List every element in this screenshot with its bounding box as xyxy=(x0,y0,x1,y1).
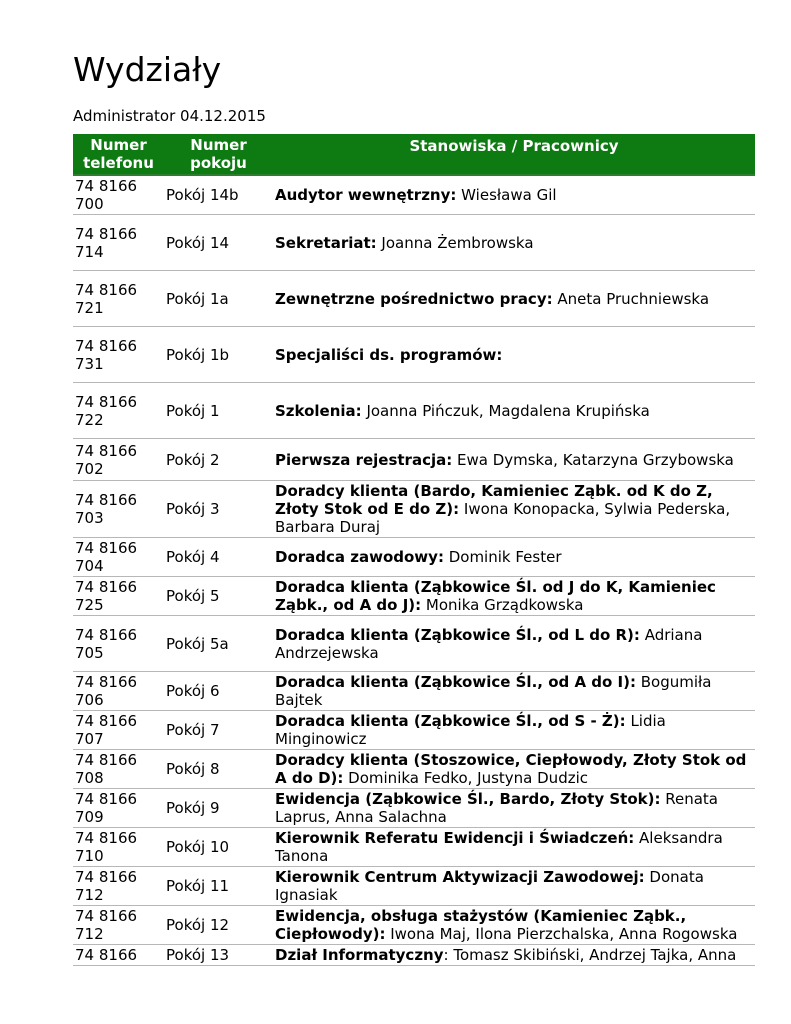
employee-names: Adriana Andrzejewska xyxy=(275,625,703,662)
duty-cell xyxy=(273,616,755,672)
header-room: Numer pokoju xyxy=(164,134,273,175)
phone-number: 74 8166 722 xyxy=(73,383,164,439)
phone-number: 74 8166 712 xyxy=(73,867,164,906)
role-label: Kierownik Referatu Ewidencji i Świadczeń: xyxy=(275,829,635,847)
employee-names: Iwona Konopacka, Sylwia Pederska, Barbara Duraj xyxy=(275,500,731,536)
employee-names: Dominika Fedko, Justyna Dudzic xyxy=(343,769,588,787)
employee-names: : Tomasz Skibiński, Andrzej Tajka, Anna xyxy=(443,946,737,964)
header-duty: Stanowiska / Pracownicy xyxy=(273,134,755,175)
phone-number: 74 8166 707 xyxy=(73,711,164,750)
employee-names: Ewa Dymska, Katarzyna Grzybowska xyxy=(452,450,734,469)
duty-cell xyxy=(273,215,755,271)
table-row xyxy=(73,750,755,789)
table-row xyxy=(73,327,755,383)
phone-number: 74 8166 703 xyxy=(73,481,164,538)
room-number: Pokój 10 xyxy=(164,828,273,867)
room-number: Pokój 5a xyxy=(164,616,273,672)
phone-number: 74 8166 708 xyxy=(73,750,164,789)
employee-names: Dominik Fester xyxy=(443,548,562,566)
room-number: Pokój 14 xyxy=(164,215,273,271)
duty-cell xyxy=(273,828,755,867)
employee-names: Lidia Minginowicz xyxy=(275,712,666,748)
table-header-row xyxy=(73,134,755,175)
duty-cell xyxy=(273,672,755,711)
room-number: Pokój 7 xyxy=(164,711,273,750)
duty-cell xyxy=(273,327,755,383)
role-label: Doradcy klienta (Bardo, Kamieniec Ząbk. od K do Z, Złoty Stok od E do Z): xyxy=(275,482,713,518)
duty-cell xyxy=(273,906,755,945)
table-row xyxy=(73,383,755,439)
role-label: Szkolenia: xyxy=(275,401,362,420)
role-label: Specjaliści ds. programów: xyxy=(275,345,503,364)
duty-cell xyxy=(273,538,755,577)
role-label: Doradca zawodowy: xyxy=(275,548,444,566)
table-row xyxy=(73,945,755,966)
employee-names: Monika Grządkowska xyxy=(421,596,584,614)
employee-names: Joanna Pińczuk, Magdalena Krupińska xyxy=(361,401,650,420)
phone-number: 74 8166 700 xyxy=(73,175,164,215)
employee-names: Aneta Pruchniewska xyxy=(552,289,710,308)
role-label: Zewnętrzne pośrednictwo pracy: xyxy=(275,289,553,308)
employee-names: Donata Ignasiak xyxy=(275,868,704,904)
duty-cell xyxy=(273,439,755,481)
table-row xyxy=(73,481,755,538)
role-label: Kierownik Centrum Aktywizacji Zawodowej: xyxy=(275,868,645,886)
header-phone: Numer telefonu xyxy=(73,134,164,175)
room-number: Pokój 8 xyxy=(164,750,273,789)
room-number: Pokój 2 xyxy=(164,439,273,481)
role-label: Doradca klienta (Ząbkowice Śl., od A do I): xyxy=(275,673,636,691)
table-row xyxy=(73,711,755,750)
phone-number: 74 8166 704 xyxy=(73,538,164,577)
role-label: Ewidencja, obsługa stażystów (Kamieniec Ząbk., Ciepłowody): xyxy=(275,907,687,943)
role-label: Doradcy klienta (Stoszowice, Ciepłowody, Złoty Stok od A do D): xyxy=(275,751,747,787)
phone-number: 74 8166 705 xyxy=(73,616,164,672)
table-row xyxy=(73,175,755,215)
phone-number: 74 8166 712 xyxy=(73,906,164,945)
duty-cell xyxy=(273,577,755,616)
room-number: Pokój 6 xyxy=(164,672,273,711)
duty-cell xyxy=(273,383,755,439)
table-row xyxy=(73,828,755,867)
role-label: Audytor wewnętrzny: xyxy=(275,186,457,204)
phone-number: 74 8166 721 xyxy=(73,271,164,327)
table-row xyxy=(73,906,755,945)
role-label: Doradca klienta (Ząbkowice Śl. od J do K, Kamieniec Ząbk., od A do J): xyxy=(275,578,716,614)
room-number: Pokój 4 xyxy=(164,538,273,577)
phone-number: 74 8166 731 xyxy=(73,327,164,383)
duty-cell xyxy=(273,175,755,215)
role-label: Ewidencja (Ząbkowice Śl., Bardo, Złoty Stok): xyxy=(275,790,661,808)
duty-cell xyxy=(273,711,755,750)
room-number: Pokój 3 xyxy=(164,481,273,538)
employee-names: Iwona Maj, Ilona Pierzchalska, Anna Rogowska xyxy=(385,925,738,943)
phone-number: 74 8166 702 xyxy=(73,439,164,481)
room-number: Pokój 11 xyxy=(164,867,273,906)
table-row xyxy=(73,577,755,616)
phone-number: 74 8166 709 xyxy=(73,789,164,828)
room-number: Pokój 1b xyxy=(164,327,273,383)
room-number: Pokój 12 xyxy=(164,906,273,945)
table-row xyxy=(73,439,755,481)
page-title: Wydziały xyxy=(73,50,222,89)
table-row xyxy=(73,672,755,711)
table-row xyxy=(73,271,755,327)
employee-names: Wiesława Gil xyxy=(456,186,557,204)
duty-cell xyxy=(273,750,755,789)
room-number: Pokój 1 xyxy=(164,383,273,439)
role-label: Pierwsza rejestracja: xyxy=(275,450,453,469)
author-date: Administrator 04.12.2015 xyxy=(73,107,266,125)
phone-number: 74 8166 706 xyxy=(73,672,164,711)
phone-number: 74 8166 725 xyxy=(73,577,164,616)
room-number: Pokój 5 xyxy=(164,577,273,616)
duty-cell xyxy=(273,271,755,327)
room-number: Pokój 1a xyxy=(164,271,273,327)
table-row xyxy=(73,867,755,906)
phone-number: 74 8166 xyxy=(73,945,164,966)
table-row xyxy=(73,215,755,271)
employee-names: Joanna Żembrowska xyxy=(376,233,534,252)
phone-number: 74 8166 710 xyxy=(73,828,164,867)
role-label: Sekretariat: xyxy=(275,233,377,252)
duty-cell xyxy=(273,789,755,828)
phone-number: 74 8166 714 xyxy=(73,215,164,271)
duty-cell xyxy=(273,481,755,538)
table-row xyxy=(73,789,755,828)
table-row xyxy=(73,616,755,672)
duty-cell xyxy=(273,867,755,906)
duty-cell xyxy=(273,945,755,966)
role-label: Doradca klienta (Ząbkowice Śl., od S - Ż): xyxy=(275,712,626,730)
role-label: Dział Informatyczny xyxy=(275,946,444,964)
room-number: Pokój 13 xyxy=(164,945,273,966)
room-number: Pokój 14b xyxy=(164,175,273,215)
room-number: Pokój 9 xyxy=(164,789,273,828)
departments-table xyxy=(73,134,755,966)
employee-names: Bogumiła Bajtek xyxy=(275,673,712,709)
employee-names: Aleksandra Tanona xyxy=(275,829,723,865)
role-label: Doradca klienta (Ząbkowice Śl., od L do R): xyxy=(275,625,640,644)
employee-names: Renata Laprus, Anna Salachna xyxy=(275,790,719,826)
table-row xyxy=(73,538,755,577)
